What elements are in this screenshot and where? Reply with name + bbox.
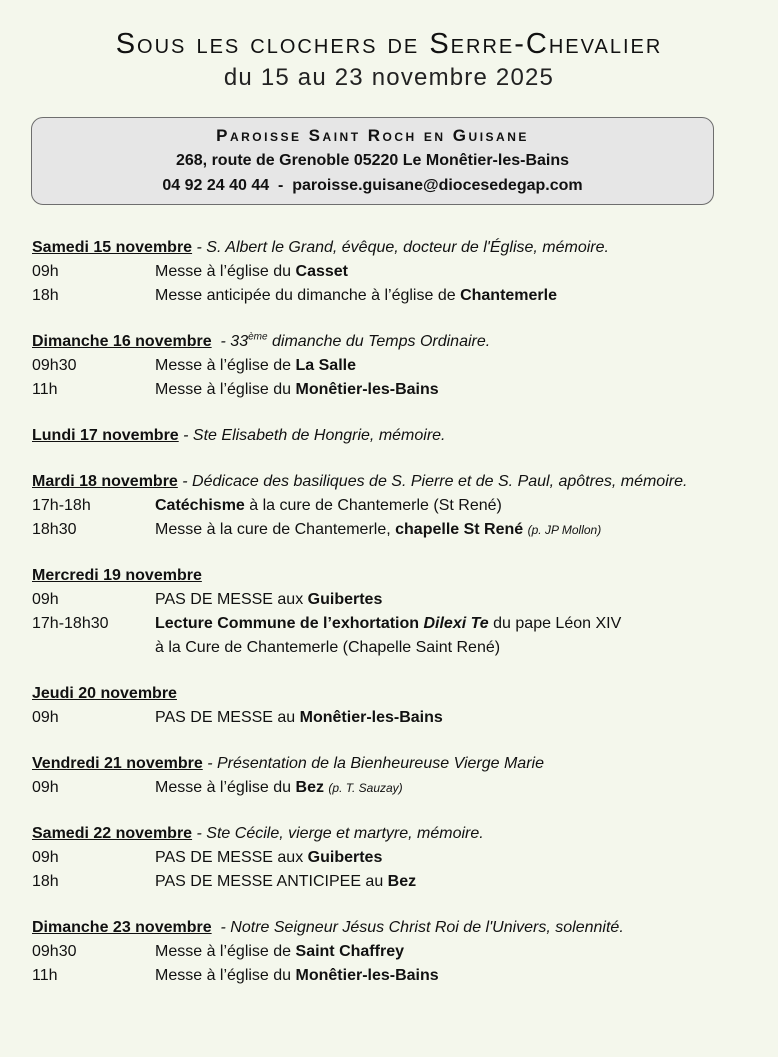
event-description: PAS DE MESSE aux Guibertes: [155, 849, 383, 866]
day-note: - Présentation de la Bienheureuse Vierge Marie: [207, 755, 544, 772]
event-description: Messe à la cure de Chantemerle, chapelle St René (p. JP Mollon): [155, 521, 602, 538]
schedule-row: [32, 260, 772, 284]
event-description: Catéchisme à la cure de Chantemerle (St René): [155, 497, 502, 514]
event-time: 11h: [32, 381, 58, 398]
event-place: Bez: [295, 779, 324, 796]
day-date: Jeudi 20 novembre: [32, 685, 177, 702]
parish-info-box: [31, 117, 714, 205]
event-time: 18h: [32, 287, 59, 304]
event-time: 18h30: [32, 521, 77, 538]
event-location: à la Cure de Chantemerle (Chapelle Saint René): [155, 639, 501, 656]
event-time: 09h30: [32, 357, 77, 374]
event-description: Messe à l’église du Monêtier-les-Bains: [155, 967, 439, 984]
event-description: PAS DE MESSE ANTICIPEE au Bez: [155, 873, 417, 890]
day-note: - Dédicace des basiliques de S. Pierre et de S. Paul, apôtres, mémoire.: [182, 473, 688, 490]
day-header: [32, 752, 772, 776]
schedule-row: [32, 612, 772, 660]
day-date: Lundi 17 novembre: [32, 427, 179, 444]
day-block: [32, 470, 772, 542]
mass-schedule: [32, 236, 772, 1010]
event-place: chapelle St René: [395, 521, 524, 538]
parish-phone: 04 92 24 40 44: [162, 177, 270, 194]
schedule-row: [32, 284, 772, 308]
day-block: [32, 424, 772, 448]
event-place: Bez: [387, 873, 417, 890]
day-block: [32, 682, 772, 730]
day-note: - 33ème dimanche du Temps Ordinaire.: [220, 331, 491, 350]
day-block: [32, 822, 772, 894]
day-date: Vendredi 21 novembre: [32, 755, 203, 772]
event-description: Messe à l’église du Monêtier-les-Bains: [155, 381, 439, 398]
event-place: Guibertes: [307, 591, 383, 608]
day-header: [32, 822, 772, 846]
schedule-row: [32, 964, 772, 988]
parish-address: 268, route de Grenoble 05220 Le Monêtier-les-Bains: [175, 152, 570, 169]
contact-separator: -: [278, 177, 284, 194]
day-block: [32, 564, 772, 660]
document-title: Dilexi Te: [423, 615, 489, 632]
day-header: [32, 330, 772, 354]
event-time: 09h30: [32, 943, 77, 960]
day-date: Mercredi 19 novembre: [32, 567, 202, 584]
event-description: Lecture Commune de l’exhortation Dilexi Te du pape Léon XIV à la Cure de Chantemerle (Chapelle Saint René): [155, 615, 622, 656]
day-header: [32, 470, 772, 494]
parish-contact: [32, 173, 713, 198]
event-time: 11h: [32, 967, 58, 984]
schedule-row: [32, 846, 772, 870]
event-time: 09h: [32, 709, 59, 726]
day-header: [32, 916, 772, 940]
day-block: [32, 916, 772, 988]
schedule-row: [32, 940, 772, 964]
schedule-row: [32, 518, 772, 542]
day-date: Samedi 15 novembre: [32, 239, 193, 256]
event-description: Messe à l’église de La Salle: [155, 357, 356, 374]
event-place: Monêtier-les-Bains: [295, 967, 439, 984]
event-time: 18h: [32, 873, 59, 890]
event-place: Monêtier-les-Bains: [295, 381, 439, 398]
day-header: [32, 564, 772, 588]
schedule-row: [32, 354, 772, 378]
event-description: PAS DE MESSE aux Guibertes: [155, 591, 383, 608]
day-note: - Notre Seigneur Jésus Christ Roi de l'Univers, solennité.: [220, 919, 624, 936]
event-time: 17h-18h: [32, 497, 91, 514]
day-date: Dimanche 16 novembre: [32, 333, 212, 350]
date-range-subtitle: du 15 au 23 novembre 2025: [223, 64, 555, 91]
schedule-row: [32, 870, 772, 894]
page-title: Sous les clochers de Serre-Chevalier: [115, 28, 663, 60]
event-place: La Salle: [295, 357, 356, 374]
schedule-row: [32, 706, 772, 730]
event-description: Messe anticipée du dimanche à l’église de Chantemerle: [155, 287, 557, 304]
schedule-row: [32, 494, 772, 518]
celebrant-note: (p. T. Sauzay): [328, 781, 403, 795]
day-note: - S. Albert le Grand, évêque, docteur de l'Église, mémoire.: [196, 239, 609, 256]
event-time: 09h: [32, 591, 59, 608]
event-time: 17h-18h30: [32, 615, 109, 632]
event-title: Lecture Commune de l’exhortation: [155, 615, 424, 632]
event-time: 09h: [32, 849, 59, 866]
event-time: 09h: [32, 779, 59, 796]
event-description: Messe à l’église du Casset: [155, 263, 348, 280]
day-date: Mardi 18 novembre: [32, 473, 178, 490]
day-note: - Ste Cécile, vierge et martyre, mémoire.: [196, 825, 484, 842]
day-date: Samedi 22 novembre: [32, 825, 193, 842]
day-date: Dimanche 23 novembre: [32, 919, 212, 936]
day-header: [32, 682, 772, 706]
parish-name: Paroisse Saint Roch en Guisane: [216, 126, 529, 145]
day-block: [32, 330, 772, 402]
event-time: 09h: [32, 263, 59, 280]
event-description: Messe à l’église de Saint Chaffrey: [155, 943, 404, 960]
schedule-row: [32, 378, 772, 402]
event-place: Monêtier-les-Bains: [299, 709, 443, 726]
day-block: [32, 752, 772, 800]
parish-email: paroisse.guisane@diocesedegap.com: [292, 177, 583, 194]
day-block: [32, 236, 772, 308]
celebrant-note: (p. JP Mollon): [527, 523, 602, 537]
event-place: Chantemerle: [460, 287, 557, 304]
day-header: [32, 424, 772, 448]
event-place: Guibertes: [307, 849, 383, 866]
schedule-row: [32, 776, 772, 800]
event-place: Casset: [295, 263, 348, 280]
event-place: Saint Chaffrey: [295, 943, 404, 960]
event-title: Catéchisme: [155, 497, 245, 514]
schedule-row: [32, 588, 772, 612]
day-note: - Ste Elisabeth de Hongrie, mémoire.: [183, 427, 446, 444]
day-header: [32, 236, 772, 260]
event-description: Messe à l’église du Bez (p. T. Sauzay): [155, 779, 403, 796]
event-description: PAS DE MESSE au Monêtier-les-Bains: [155, 709, 443, 726]
